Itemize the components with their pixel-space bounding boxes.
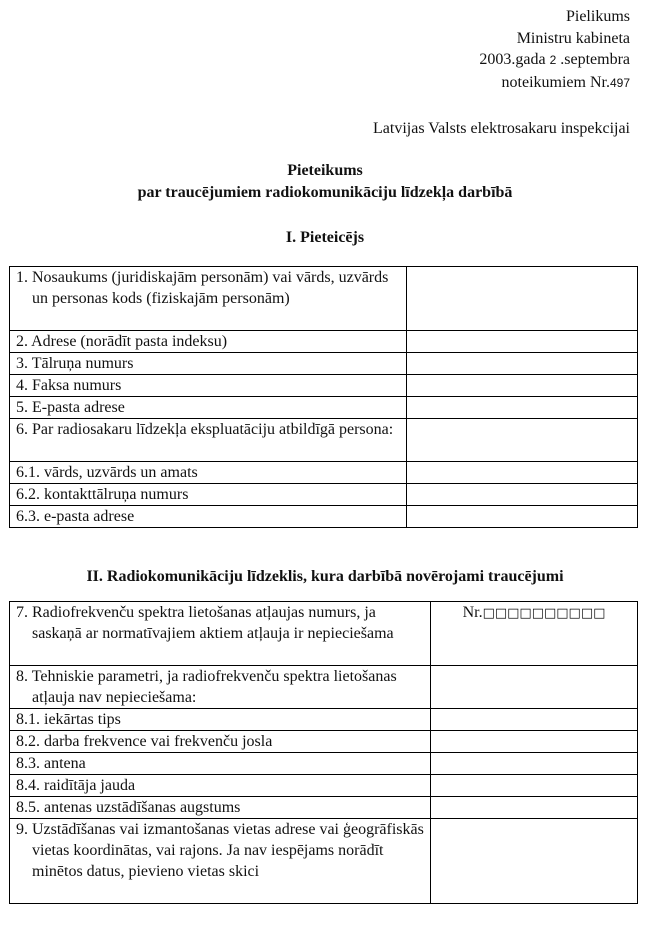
row-label: 8.1. iekārtas tips [10, 709, 431, 731]
table-row [10, 797, 638, 819]
row-label: 3. Tālruņa numurs [10, 353, 407, 375]
annex-header [479, 6, 630, 94]
applicant-table [9, 266, 638, 528]
table-row [10, 375, 638, 397]
row-value-field[interactable] [407, 506, 638, 528]
table-row [10, 331, 638, 353]
row-value-field[interactable] [431, 819, 638, 904]
title-line-2: par traucējumiem radiokomunikāciju līdzekļa darbībā [137, 184, 513, 201]
section-2-heading: II. Radiokomunikāciju līdzeklis, kura darbībā novērojami traucējumi [86, 568, 564, 585]
row-label: 8.3. antena [10, 753, 431, 775]
table-row [10, 462, 638, 484]
row-label: 8.5. antenas uzstādīšanas augstums [10, 797, 431, 819]
table-row [10, 819, 638, 904]
row-value-field[interactable] [407, 484, 638, 506]
annex-year: 2003.gada [479, 51, 546, 68]
table-row [10, 602, 638, 666]
addressee: Latvijas Valsts elektrosakaru inspekcijai [373, 120, 630, 137]
row-value-field[interactable] [431, 775, 638, 797]
annex-number: 497 [609, 75, 630, 90]
table-row [10, 419, 638, 462]
row-label: 6. Par radiosakaru līdzekļa ekspluatāciju atbildīgā persona: [10, 419, 407, 462]
row-value-field[interactable] [431, 797, 638, 819]
table-row [10, 775, 638, 797]
row-value-field[interactable] [407, 267, 638, 331]
row-value-field[interactable] [431, 731, 638, 753]
row-label: 1. Nosaukums (juridiskajām personām) vai vārds, uzvārds un personas kods (fiziskajām personām) [10, 267, 407, 331]
row-value-field[interactable] [431, 753, 638, 775]
radio-equipment-table [9, 601, 638, 904]
row-value-field[interactable] [407, 419, 638, 462]
document-title [0, 160, 650, 204]
annex-month: .septembra [560, 51, 630, 68]
row-label: 4. Faksa numurs [10, 375, 407, 397]
title-line-1: Pieteikums [287, 162, 363, 179]
table-row [10, 397, 638, 419]
row-value-field[interactable] [407, 375, 638, 397]
row-label: 6.1. vārds, uzvārds un amats [10, 462, 407, 484]
row-label: 8.4. raidītāja jauda [10, 775, 431, 797]
annex-line-2: Ministru kabineta [516, 29, 630, 47]
annex-line-1: Pielikums [565, 8, 630, 25]
permit-prefix: Nr. [462, 604, 483, 621]
annex-regulation: noteikumiem Nr. [501, 73, 610, 91]
permit-number-field[interactable] [431, 602, 638, 666]
annex-day: 2 [549, 53, 557, 67]
row-value-field[interactable] [407, 353, 638, 375]
annex-line-3 [479, 49, 630, 72]
permit-number-boxes: □□□□□□□□□□ [482, 606, 606, 621]
row-label: 6.3. e-pasta adrese [10, 506, 407, 528]
row-label: 5. E-pasta adrese [10, 397, 407, 419]
row-value-field[interactable] [431, 666, 638, 709]
table-row [10, 484, 638, 506]
row-value-field[interactable] [407, 462, 638, 484]
table-row [10, 753, 638, 775]
row-value-field[interactable] [407, 331, 638, 353]
row-label: 8.2. darba frekvence vai frekvenču josla [10, 731, 431, 753]
row-value-field[interactable] [407, 397, 638, 419]
row-label: 8. Tehniskie parametri, ja radiofrekvenču spektra lietošanas atļauja nav nepieciešama: [10, 666, 431, 709]
annex-line-4 [479, 72, 630, 95]
row-label: 2. Adrese (norādīt pasta indeksu) [10, 331, 407, 353]
table-row [10, 666, 638, 709]
row-value-field[interactable] [431, 709, 638, 731]
section-1-heading: I. Pieteicējs [285, 229, 365, 246]
table-row [10, 506, 638, 528]
table-row [10, 267, 638, 331]
table-row [10, 709, 638, 731]
row-label: 6.2. kontakttālruņa numurs [10, 484, 407, 506]
row-label: 9. Uzstādīšanas vai izmantošanas vietas adrese vai ģeogrāfiskās vietas koordinātas, vai rajons. Ja nav iespējams norādīt minētos datus, pievieno vietas skici [10, 819, 431, 904]
table-row [10, 353, 638, 375]
row-label: 7. Radiofrekvenču spektra lietošanas atļaujas numurs, ja saskaņā ar normatīvajiem aktiem atļauja ir nepieciešama [10, 602, 431, 666]
table-row [10, 731, 638, 753]
